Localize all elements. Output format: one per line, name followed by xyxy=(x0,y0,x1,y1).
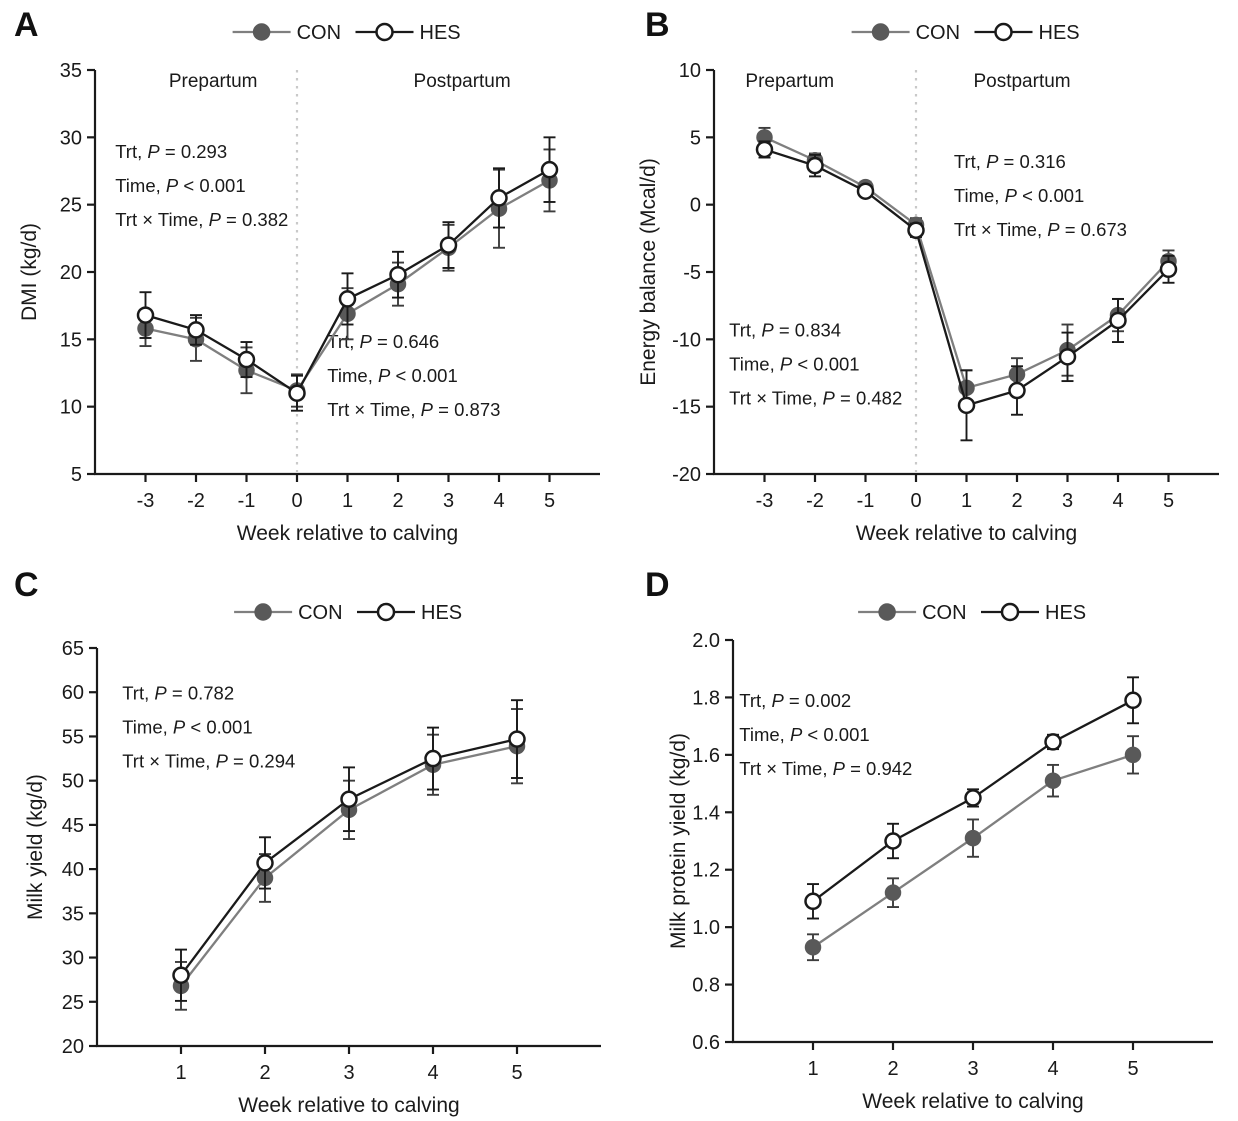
x-tick-label: 1 xyxy=(341,490,354,512)
data-point-marker xyxy=(1046,734,1061,749)
data-point-marker xyxy=(492,190,507,205)
y-tick-label: 1.2 xyxy=(692,859,720,882)
panel-d-milk-protein-yield xyxy=(619,560,1238,1121)
data-point-marker xyxy=(342,792,357,807)
data-point-marker xyxy=(426,751,441,766)
y-tick-label: 25 xyxy=(61,991,84,1014)
data-point-marker xyxy=(858,184,873,199)
legend-marker xyxy=(255,604,271,620)
y-tick-label: 1.4 xyxy=(692,802,720,825)
x-tick-label: 2 xyxy=(392,490,404,512)
legend-marker xyxy=(378,604,394,620)
data-point-marker xyxy=(1060,349,1075,364)
y-tick-label: 1.8 xyxy=(692,687,720,710)
data-point-marker xyxy=(886,834,901,849)
data-point-marker xyxy=(189,322,204,337)
data-point-marker xyxy=(290,386,305,401)
chart-energy-balance xyxy=(619,0,1238,560)
x-tick-label: 5 xyxy=(543,490,556,512)
y-tick-label: 40 xyxy=(61,859,84,882)
legend-label: CON xyxy=(298,602,343,624)
x-tick-label: 0 xyxy=(910,490,922,512)
data-point-marker xyxy=(1010,383,1025,398)
y-tick-label: 10 xyxy=(678,60,701,82)
y-tick-label: -5 xyxy=(683,262,701,284)
panel-letter: A xyxy=(14,6,39,44)
y-tick-label: -20 xyxy=(672,464,701,486)
series-line xyxy=(765,137,1169,387)
x-tick-label: 5 xyxy=(1127,1058,1139,1080)
x-tick-label: -2 xyxy=(187,490,205,512)
legend-label: CON xyxy=(296,22,342,44)
x-tick-label: 4 xyxy=(1112,490,1124,512)
stats-annotation-line: Time, P < 0.001 xyxy=(739,724,870,746)
y-tick-label: 5 xyxy=(689,127,701,150)
legend-marker xyxy=(873,24,889,40)
x-tick-label: 1 xyxy=(175,1062,187,1084)
x-tick-label: 3 xyxy=(1061,490,1074,512)
data-point-marker xyxy=(1046,773,1061,788)
data-point-marker xyxy=(542,162,557,177)
legend-marker xyxy=(1002,604,1018,620)
x-tick-label: 4 xyxy=(427,1062,439,1084)
x-axis-label: Week relative to calving xyxy=(236,522,459,545)
panel-letter: B xyxy=(645,6,670,44)
x-axis-label: Week relative to calving xyxy=(855,522,1078,545)
panel-letter: D xyxy=(645,566,670,604)
data-point-marker xyxy=(886,885,901,900)
stats-annotation-line: Trt × Time, P = 0.382 xyxy=(115,209,289,231)
stats-annotation-line: Trt × Time, P = 0.673 xyxy=(953,219,1127,241)
legend-marker xyxy=(879,604,895,620)
y-tick-label: 0.8 xyxy=(692,974,720,997)
x-tick-label: 3 xyxy=(343,1062,355,1084)
y-tick-label: 0 xyxy=(689,194,701,217)
y-tick-label: 65 xyxy=(61,638,84,660)
stats-annotation-line: Trt, P = 0.834 xyxy=(729,319,842,341)
stats-annotation-line: Trt × Time, P = 0.873 xyxy=(327,398,501,420)
x-tick-label: 2 xyxy=(887,1058,899,1080)
y-tick-label: 10 xyxy=(59,396,82,419)
data-point-marker xyxy=(959,398,974,413)
data-point-marker xyxy=(441,238,456,253)
stats-annotation-line: Trt × Time, P = 0.942 xyxy=(739,758,913,780)
data-point-marker xyxy=(138,308,153,323)
chart-milk-protein-yield xyxy=(619,560,1238,1120)
data-point-marker xyxy=(1161,262,1176,277)
stats-annotation-line: Time, P < 0.001 xyxy=(729,353,860,375)
stats-annotation-line: Trt × Time, P = 0.482 xyxy=(729,387,903,409)
y-tick-label: 20 xyxy=(61,1036,84,1058)
x-tick-label: 5 xyxy=(1162,490,1175,512)
x-axis-label: Week relative to calving xyxy=(862,1090,1084,1113)
data-point-marker xyxy=(966,831,981,846)
x-tick-label: 1 xyxy=(807,1058,819,1080)
legend-item-hes xyxy=(356,22,461,44)
legend-label: CON xyxy=(922,602,967,624)
legend-label: HES xyxy=(1038,22,1080,44)
data-point-marker xyxy=(391,267,406,282)
data-point-marker xyxy=(258,855,273,870)
x-tick-label: 2 xyxy=(259,1062,271,1084)
y-tick-label: 20 xyxy=(59,262,82,284)
y-tick-label: 30 xyxy=(61,947,84,970)
stats-annotation-line: Trt × Time, P = 0.294 xyxy=(122,750,296,772)
stats-annotation-line: Time, P < 0.001 xyxy=(115,175,246,197)
y-axis-label: Energy balance (Mcal/d) xyxy=(637,158,660,386)
y-tick-label: 15 xyxy=(59,329,82,352)
series-hes xyxy=(806,677,1141,918)
y-tick-label: 30 xyxy=(59,127,82,150)
x-tick-label: 4 xyxy=(1047,1058,1059,1080)
x-tick-label: 0 xyxy=(291,490,303,512)
legend-item-hes xyxy=(975,22,1080,44)
panel-b-energy-balance xyxy=(619,0,1238,560)
legend-item-con xyxy=(858,602,966,624)
data-point-marker xyxy=(806,940,821,955)
x-tick-label: -1 xyxy=(237,490,256,512)
data-point-marker xyxy=(1126,693,1141,708)
legend-marker xyxy=(377,24,393,40)
y-tick-label: 1.0 xyxy=(692,917,720,940)
panel-a-dmi xyxy=(0,0,619,560)
y-axis-label: Milk yield (kg/d) xyxy=(24,774,47,920)
y-tick-label: 0.6 xyxy=(692,1032,720,1054)
stats-annotation-line: Trt, P = 0.316 xyxy=(953,151,1066,173)
legend-item-con xyxy=(234,602,342,624)
stats-annotation-line: Time, P < 0.001 xyxy=(953,185,1085,207)
data-point-marker xyxy=(757,142,772,157)
data-point-marker xyxy=(1111,313,1126,328)
y-tick-label: 55 xyxy=(61,726,84,749)
legend-label: HES xyxy=(419,22,461,44)
x-tick-label: 3 xyxy=(442,490,455,512)
legend-label: HES xyxy=(421,602,463,624)
x-tick-label: 5 xyxy=(511,1062,523,1084)
y-tick-label: 45 xyxy=(61,814,84,837)
x-tick-label: -2 xyxy=(806,490,824,512)
stats-annotation-line: Trt, P = 0.782 xyxy=(122,682,235,704)
legend-item-hes xyxy=(981,602,1086,624)
x-tick-label: 3 xyxy=(967,1058,979,1080)
legend-item-hes xyxy=(357,602,462,624)
phase-label: Prepartum xyxy=(745,71,835,92)
data-point-marker xyxy=(966,790,981,805)
y-tick-label: 5 xyxy=(70,464,82,486)
chart-dmi xyxy=(0,0,619,560)
y-tick-label: 35 xyxy=(59,60,82,82)
legend-item-con xyxy=(852,22,960,44)
stats-annotation-line: Trt, P = 0.646 xyxy=(327,330,440,352)
data-point-marker xyxy=(808,158,823,173)
x-axis-label: Week relative to calving xyxy=(238,1094,460,1117)
phase-label: Postpartum xyxy=(973,71,1071,92)
y-tick-label: 1.6 xyxy=(692,744,720,767)
phase-label: Prepartum xyxy=(168,71,258,92)
legend-marker xyxy=(996,24,1012,40)
y-tick-label: 50 xyxy=(61,770,84,793)
legend-item-con xyxy=(233,22,341,44)
legend-marker xyxy=(254,24,270,40)
x-tick-label: -3 xyxy=(755,490,774,512)
stats-annotation-line: Trt, P = 0.002 xyxy=(739,690,852,712)
x-tick-label: 1 xyxy=(960,490,973,512)
data-point-marker xyxy=(510,732,525,747)
data-point-marker xyxy=(174,968,189,983)
stats-annotation-line: Time, P < 0.001 xyxy=(122,716,253,738)
y-tick-label: -15 xyxy=(672,396,701,419)
legend-label: HES xyxy=(1045,602,1087,624)
y-tick-label: 35 xyxy=(61,903,84,926)
x-tick-label: 2 xyxy=(1011,490,1023,512)
x-tick-label: 4 xyxy=(493,490,505,512)
chart-milk-yield xyxy=(0,560,619,1120)
data-point-marker xyxy=(909,223,924,238)
panel-letter: C xyxy=(14,566,39,604)
data-point-marker xyxy=(340,291,355,306)
phase-label: Postpartum xyxy=(413,71,511,92)
data-point-marker xyxy=(239,352,254,367)
y-tick-label: 25 xyxy=(59,194,82,217)
x-tick-label: -1 xyxy=(856,490,875,512)
x-tick-label: -3 xyxy=(136,490,155,512)
y-tick-label: 60 xyxy=(61,682,84,705)
y-tick-label: -10 xyxy=(672,329,701,352)
y-tick-label: 2.0 xyxy=(692,630,720,652)
data-point-marker xyxy=(806,894,821,909)
y-axis-label: Milk protein yield (kg/d) xyxy=(667,733,690,949)
data-point-marker xyxy=(1126,747,1141,762)
stats-annotation-line: Time, P < 0.001 xyxy=(327,364,458,386)
series-hes xyxy=(174,700,525,1001)
panel-c-milk-yield xyxy=(0,560,619,1121)
y-axis-label: DMI (kg/d) xyxy=(18,222,41,322)
stats-annotation-line: Trt, P = 0.293 xyxy=(115,141,228,163)
legend-label: CON xyxy=(915,22,961,44)
